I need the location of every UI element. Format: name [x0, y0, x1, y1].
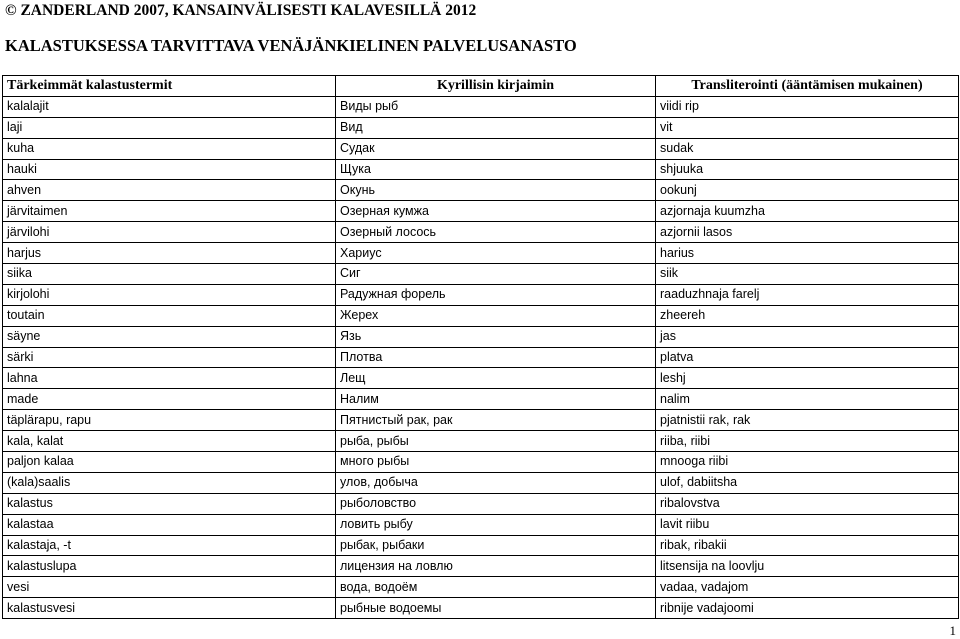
- term-cyrillic: лицензия на ловлю: [336, 556, 656, 577]
- term-cyrillic: Хариус: [336, 243, 656, 264]
- table-row: [3, 117, 959, 138]
- term-finnish: vesi: [3, 577, 336, 598]
- table-row: [3, 577, 959, 598]
- table-row: [3, 410, 959, 431]
- term-cyrillic: Щука: [336, 159, 656, 180]
- table-row: [3, 389, 959, 410]
- document-title: KALASTUKSESSA TARVITTAVA VENÄJÄNKIELINEN PALVELUSANASTO: [5, 36, 577, 55]
- term-transliteration: raaduzhnaja farelj: [656, 284, 959, 305]
- term-transliteration: leshj: [656, 368, 959, 389]
- term-finnish: toutain: [3, 305, 336, 326]
- term-transliteration: lavit riibu: [656, 514, 959, 535]
- term-transliteration: litsensija na loovlju: [656, 556, 959, 577]
- column-header-finnish: Tärkeimmät kalastustermit: [3, 76, 336, 97]
- term-cyrillic: Радужная форель: [336, 284, 656, 305]
- term-transliteration: harius: [656, 243, 959, 264]
- table-row: [3, 201, 959, 222]
- table-row: [3, 138, 959, 159]
- table-row: [3, 472, 959, 493]
- term-cyrillic: Язь: [336, 326, 656, 347]
- term-transliteration: ribnije vadajoomi: [656, 598, 959, 619]
- term-cyrillic: улов, добыча: [336, 472, 656, 493]
- term-finnish: made: [3, 389, 336, 410]
- term-finnish: (kala)saalis: [3, 472, 336, 493]
- table-row: [3, 347, 959, 368]
- term-finnish: kalastaa: [3, 514, 336, 535]
- term-cyrillic: Виды рыб: [336, 96, 656, 117]
- term-finnish: täplärapu, rapu: [3, 410, 336, 431]
- term-finnish: kirjolohi: [3, 284, 336, 305]
- term-transliteration: zheereh: [656, 305, 959, 326]
- table-header-row: [3, 76, 959, 97]
- term-cyrillic: ловить рыбу: [336, 514, 656, 535]
- table-row: [3, 305, 959, 326]
- vocabulary-table: [2, 75, 959, 619]
- term-transliteration: nalim: [656, 389, 959, 410]
- term-finnish: siika: [3, 264, 336, 285]
- term-cyrillic: Сиг: [336, 264, 656, 285]
- term-finnish: harjus: [3, 243, 336, 264]
- page-number: 1: [949, 623, 956, 638]
- term-transliteration: ribak, ribakii: [656, 535, 959, 556]
- term-finnish: kalastuslupa: [3, 556, 336, 577]
- term-transliteration: riiba, riibi: [656, 431, 959, 452]
- term-transliteration: ribalovstva: [656, 493, 959, 514]
- term-cyrillic: Лещ: [336, 368, 656, 389]
- term-finnish: laji: [3, 117, 336, 138]
- column-header-cyrillic: Kyrillisin kirjaimin: [336, 76, 656, 97]
- table-row: [3, 535, 959, 556]
- copyright-line: © ZANDERLAND 2007, KANSAINVÄLISESTI KALAVESILLÄ 2012: [5, 2, 477, 19]
- term-transliteration: sudak: [656, 138, 959, 159]
- term-finnish: hauki: [3, 159, 336, 180]
- term-transliteration: siik: [656, 264, 959, 285]
- term-finnish: kala, kalat: [3, 431, 336, 452]
- term-cyrillic: много рыбы: [336, 452, 656, 473]
- table-row: [3, 180, 959, 201]
- term-transliteration: azjornii lasos: [656, 222, 959, 243]
- term-finnish: säyne: [3, 326, 336, 347]
- term-finnish: lahna: [3, 368, 336, 389]
- term-cyrillic: Вид: [336, 117, 656, 138]
- term-cyrillic: рыбак, рыбаки: [336, 535, 656, 556]
- table-body: [3, 96, 959, 618]
- term-cyrillic: рыболовство: [336, 493, 656, 514]
- term-finnish: kalastus: [3, 493, 336, 514]
- term-transliteration: vit: [656, 117, 959, 138]
- term-transliteration: ulof, dabiitsha: [656, 472, 959, 493]
- term-transliteration: mnooga riibi: [656, 452, 959, 473]
- term-cyrillic: Пятнистый рак, рак: [336, 410, 656, 431]
- table-row: [3, 452, 959, 473]
- table-row: [3, 493, 959, 514]
- table-row: [3, 514, 959, 535]
- term-finnish: särki: [3, 347, 336, 368]
- term-cyrillic: Окунь: [336, 180, 656, 201]
- table-row: [3, 243, 959, 264]
- term-transliteration: jas: [656, 326, 959, 347]
- term-cyrillic: Налим: [336, 389, 656, 410]
- term-transliteration: viidi rip: [656, 96, 959, 117]
- term-transliteration: platva: [656, 347, 959, 368]
- term-finnish: kalastusvesi: [3, 598, 336, 619]
- term-finnish: kalastaja, -t: [3, 535, 336, 556]
- term-transliteration: pjatnistii rak, rak: [656, 410, 959, 431]
- term-transliteration: shjuuka: [656, 159, 959, 180]
- table-row: [3, 326, 959, 347]
- table-row: [3, 222, 959, 243]
- table-row: [3, 96, 959, 117]
- column-header-transliteration: Transliterointi (ääntämisen mukainen): [656, 76, 959, 97]
- term-cyrillic: рыба, рыбы: [336, 431, 656, 452]
- table-row: [3, 284, 959, 305]
- term-cyrillic: Плотва: [336, 347, 656, 368]
- table-row: [3, 159, 959, 180]
- term-finnish: järvilohi: [3, 222, 336, 243]
- term-transliteration: vadaa, vadajom: [656, 577, 959, 598]
- table-row: [3, 264, 959, 285]
- term-finnish: paljon kalaa: [3, 452, 336, 473]
- table-row: [3, 431, 959, 452]
- term-cyrillic: Озерный лосось: [336, 222, 656, 243]
- term-cyrillic: вода, водоём: [336, 577, 656, 598]
- term-finnish: ahven: [3, 180, 336, 201]
- term-cyrillic: Судак: [336, 138, 656, 159]
- term-cyrillic: рыбные водоемы: [336, 598, 656, 619]
- term-transliteration: azjornaja kuumzha: [656, 201, 959, 222]
- term-cyrillic: Озерная кумжа: [336, 201, 656, 222]
- term-finnish: kalalajit: [3, 96, 336, 117]
- table-row: [3, 598, 959, 619]
- table-row: [3, 368, 959, 389]
- term-finnish: kuha: [3, 138, 336, 159]
- term-transliteration: ookunj: [656, 180, 959, 201]
- term-cyrillic: Жерех: [336, 305, 656, 326]
- table-row: [3, 556, 959, 577]
- term-finnish: järvitaimen: [3, 201, 336, 222]
